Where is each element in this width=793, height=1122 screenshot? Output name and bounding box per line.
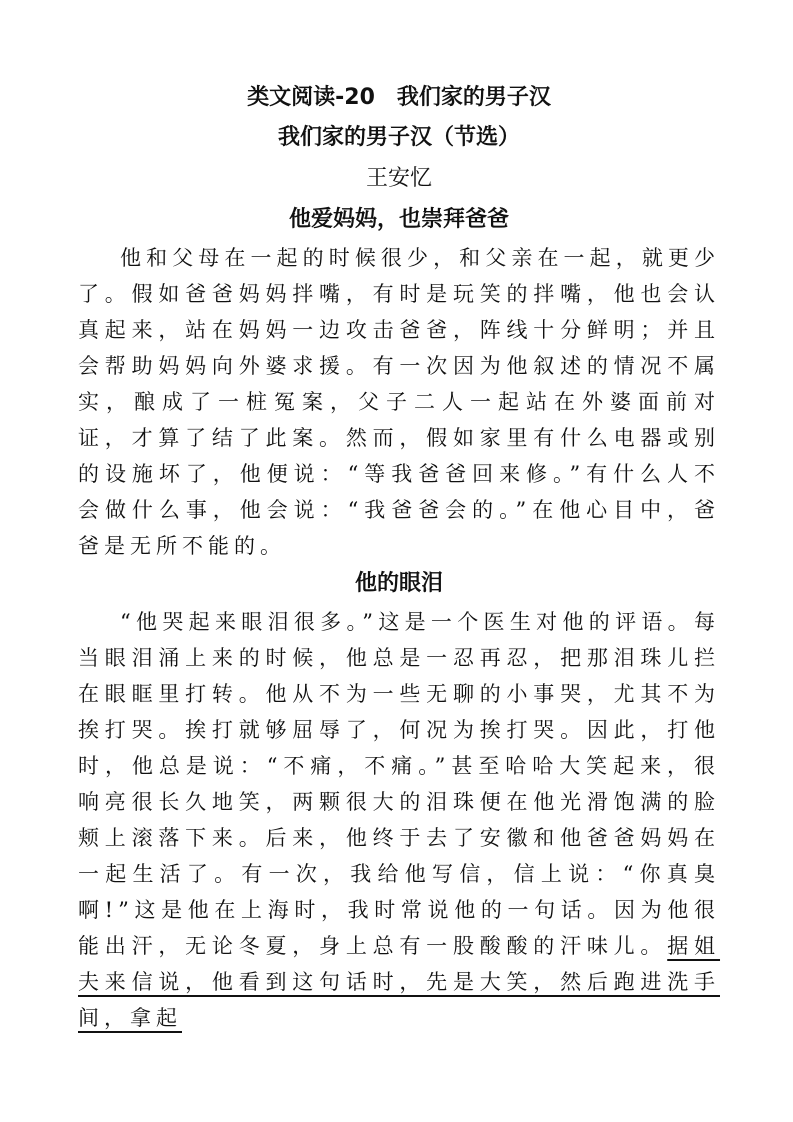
section-paragraph-1: 他和父母在一起的时候很少，和父亲在一起，就更少了。假如爸爸妈妈拌嘴，有时是玩笑的拌嘴，他也会认真起来，站在妈妈一边攻击爸爸，阵线十分鲜明；并且会帮助妈妈向外婆求援。有一次因为他叙述的情况不属实，酿成了一桩冤案，父子二人一起站在外婆面前对证，才算了结了此案。然而，假如家里有什么电器或别的设施坏了，他便说：“等我爸爸回来修。”有什么人不会做什么事，他会说：“我爸爸会的。”在他心目中，爸爸是无所不能的。 xyxy=(78,246,720,558)
section-paragraph-2 xyxy=(78,604,720,1036)
paragraph-text: “他哭起来眼泪很多。”这是一个医生对他的评语。每当眼泪涌上来的时候，他总是一忍再忍，把那泪珠儿拦在眼眶里打转。他从不为一些无聊的小事哭，尤其不为挨打哭。挨打就够屈辱了，何况为挨打哭。因此，打他时，他总是说：“不痛，不痛。”甚至哈哈大笑起来，很响亮很长久地笑，两颗很大的泪珠便在他光滑饱满的脸颊上滚落下来。后来，他终于去了安徽和他爸爸妈妈在一起生活了。有一次，我给他写信，信上说：“你真臭啊!”这是他在上海时，我时常说他的一句话。因为他很能出汗，无论冬夏，身上总有一股酸酸的汗味儿。 xyxy=(78,610,720,958)
document-title: 类文阅读-20 我们家的男子汉 xyxy=(247,85,551,110)
document-page xyxy=(78,78,720,1036)
section-heading-2: 他的眼泪 xyxy=(354,571,443,596)
author-name: 王安忆 xyxy=(365,166,432,191)
underlined-sentence: 据姐夫来信说，他看到这句话时，先是大笑，然后跑进洗手间，拿起 xyxy=(78,934,721,1030)
article-title: 我们家的男子汉（节选） xyxy=(277,125,520,150)
section-heading-1: 他爱妈妈，也崇拜爸爸 xyxy=(288,207,509,232)
